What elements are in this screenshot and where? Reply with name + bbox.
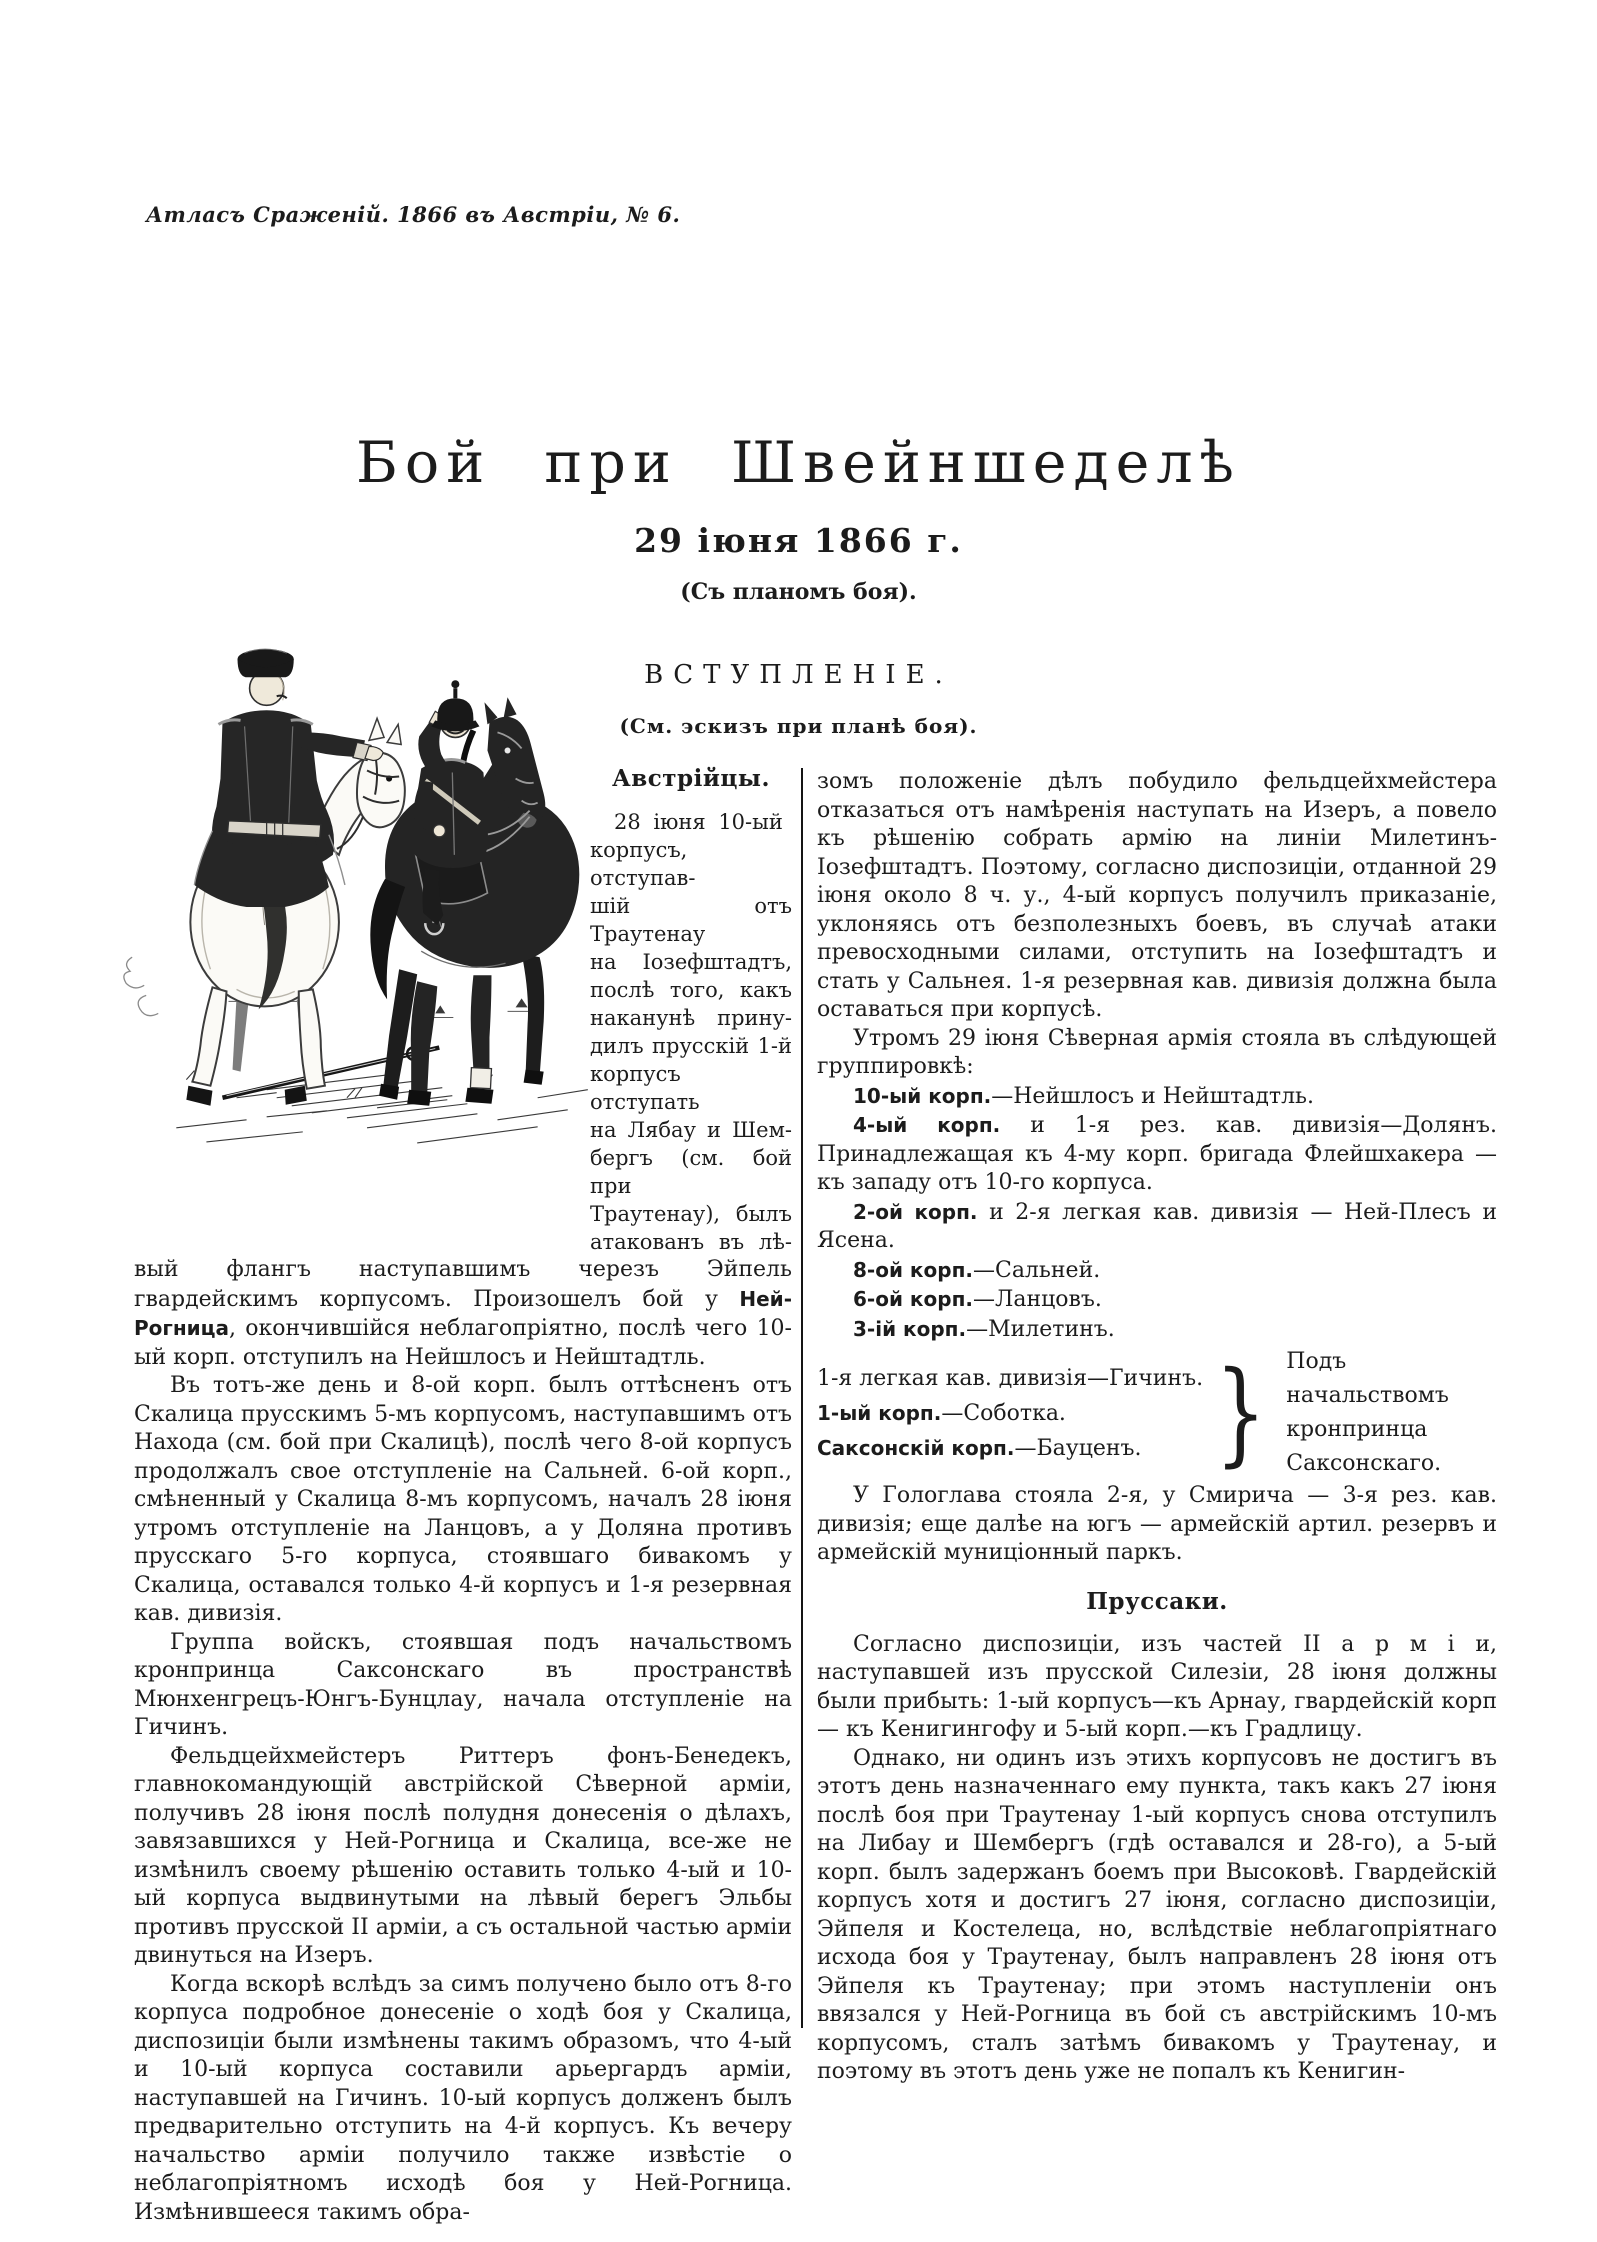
corps-location: —Ланцовъ.	[972, 1287, 1102, 1312]
right-column	[817, 768, 1497, 2087]
paragraph: зомъ положеніе дѣлъ побудило фельдцейхмейстера отказаться отъ намѣренія наступать на Изеръ, а повело къ рѣшенію собрать армію на линіи Милетинъ-Іозефштадтъ. Поэтому, согласно диспозиціи, отданной 29 іюня около 8 ч. у., 4-ый корпусъ получилъ приказаніе, уклоняясь отъ безполезныхъ боевъ, въ случаѣ атаки превосходными силами, отступить на Іозефштадтъ и стать у Сальнея. 1-я резервная кав. дивизія должна была оставаться при корпусѣ.	[817, 769, 1497, 1022]
narrow-text-line: послѣ того, какъ	[590, 978, 792, 1002]
section-note: (См. эскизъ при планѣ боя).	[619, 714, 978, 738]
section-heading: ВСТУПЛЕНІЕ.	[644, 660, 953, 690]
narrow-text-line: дилъ прусскій 1-й	[590, 1034, 792, 1058]
corps-label: 3-ій корп.	[853, 1316, 967, 1341]
command-note-line: Саксонскаго.	[1286, 1451, 1442, 1476]
paragraph: Фельдцейхмейстеръ Риттеръ фонъ-Бенедекъ, главнокомандующій австрійской Сѣверной арміи, получивъ 28 іюня послѣ полудня донесенія о дѣлахъ, завязавшихся у Ней-Рогница и Скалица, все-же не измѣнилъ своему рѣшенію оставить только 4-ый и 10-ый корпуса выдвинутыми на лѣвый берегъ Эльбы противъ прусской II арміи, а съ остальной частью арміи двинуться на Изеръ.	[134, 1743, 792, 1968]
narrow-text-line: наканунѣ прину-	[590, 1006, 792, 1030]
paragraph-text: , окончившійся неблагопріятно, послѣ чего 10-ый корп. отступилъ на Нейшлосъ и Нейштадтль.	[134, 1316, 792, 1370]
page-title: Бой при Швейншеделѣ	[356, 430, 1241, 496]
plan-note: (Съ планомъ боя).	[680, 579, 917, 605]
corps-location: —Бауценъ.	[1014, 1435, 1142, 1461]
austrians-block	[590, 765, 792, 1256]
corps-list-item	[817, 1082, 1497, 1112]
corps-label: 8-ой корп.	[853, 1257, 973, 1282]
corps-list-item	[817, 1198, 1497, 1256]
corps-location: и 2-я легкая кав. дивизія — Ней-Плесъ и Ясена.	[817, 1199, 1497, 1253]
saxon-command-group	[817, 1345, 1497, 1481]
corps-list-item	[817, 1361, 1205, 1396]
narrow-text-line: корпусъ, отступав-	[590, 838, 696, 890]
corps-location: 1-я легкая кав. дивизія—Гичинъ.	[817, 1365, 1204, 1391]
narrow-text-line: Траутенау), былъ	[590, 1202, 792, 1226]
austrians-heading: Австрійцы.	[612, 765, 770, 792]
corps-location: —Милетинъ.	[966, 1316, 1115, 1342]
corps-list-item	[817, 1396, 1205, 1431]
corps-list-item	[817, 1111, 1497, 1198]
corps-label: 2-ой корп.	[853, 1199, 978, 1224]
left-column	[134, 765, 792, 2227]
paragraph: Однако, ни одинъ изъ этихъ корпусовъ не достигъ въ этотъ день назначеннаго ему пункта, такъ какъ 27 іюня послѣ боя при Траутенау 1-ый корпусъ снова отступилъ на Либау и Шембергъ (гдѣ оставался и 28-го), а 5-ый корп. былъ задержанъ боемъ при Высоковѣ. Гвардейскій корпусъ хотя и достигъ 27 іюня, согласно диспозиціи, Эйпеля и Костелеца, но, вслѣдствіе неблагопріятнаго исхода боя у Траутенау, былъ направленъ 28 іюня отъ Эйпеля къ Траутенау; при этомъ наступленіи онъ ввязался у Ней-Рогница въ бой съ австрійскимъ 10-мъ корпусомъ, сталъ затѣмъ бивакомъ у Траутенау, и поэтому въ этотъ день уже не попалъ къ Кенигин-	[817, 1745, 1497, 2084]
corps-label: 1-ый корп.	[817, 1400, 942, 1425]
narrow-text-line: бергъ (см. бой при	[590, 1146, 792, 1198]
paragraph: Когда вскорѣ вслѣдъ за симъ получено было отъ 8-го корпуса подробное донесеніе о ходѣ боя у Скалица, диспозиціи были измѣнены такимъ образомъ, что 4-ый и 10-ый корпуса составили арьергардъ арміи, наступавшей на Гичинъ. 10-ый корпусъ долженъ былъ предварительно отступить на 4-й корпусъ. Къ вечеру начальство арміи получило также извѣстіе о неблагопріятномъ исходѣ боя у Ней-Рогница. Измѣнившееся такимъ обра-	[134, 1971, 792, 2225]
paragraph: Въ тотъ-же день и 8-ой корп. былъ оттѣсненъ отъ Скалица прусскимъ 5-мъ корпусомъ, наступавшимъ отъ Находа (см. бой при Скалицѣ), послѣ чего 8-ой корпусъ продолжалъ свое отступленіе на Сальней. 6-ой корп., смѣненный у Скалица 8-мъ корпусомъ, началъ 28 іюня утромъ отступленіе на Ланцовъ, а у Доляна противъ прусскаго 5-го корпуса, стоявшаго бивакомъ у Скалица, оставался только 4-й корпусъ и 1-я резервная кав. дивизія.	[134, 1373, 792, 1626]
narrow-text-line: на Іозефштадтъ,	[590, 950, 792, 974]
narrow-text-line: корпусъ отступать	[590, 1062, 700, 1114]
paragraph: Группа войскъ, стоявшая подъ начальствомъ кронпринца Саксонскаго въ пространствѣ Мюнхенгрецъ-Юнгъ-Бунцлау, начала отступленіе на Гичинъ.	[134, 1629, 792, 1740]
paragraph-text: вый флангъ наступавшимъ черезъ Эйпель гвардейскимъ корпусомъ. Произошелъ бой у	[134, 1257, 792, 1312]
paragraph: Согласно диспозиціи, изъ частей II а р м і и, наступавшей изъ прусской Силезіи, 28 іюня должны были прибыть: 1-ый корпусъ—къ Арнау, гвардейскій корп — къ Кенигингофу и 5-ый корп.—къ Градлицу.	[817, 1631, 1497, 1742]
command-note-line: Подъ начальствомъ	[1286, 1349, 1449, 1408]
grouped-corps-list	[817, 1361, 1205, 1466]
corps-list-item	[817, 1256, 1497, 1286]
command-note-line: кронпринца	[1286, 1417, 1428, 1442]
corps-label: 6-ой корп.	[853, 1287, 973, 1311]
corps-label: 4-ый корп.	[853, 1113, 1001, 1137]
paragraph: Утромъ 29 іюня Сѣверная армія стояла въ слѣдующей группировкѣ:	[817, 1025, 1497, 1079]
corps-list-item	[817, 1431, 1205, 1466]
narrow-text-line: шій отъ Траутенау	[590, 894, 792, 946]
narrow-text-line: на Лябау и Шем-	[590, 1118, 792, 1142]
place-name-bold: Ней-Рогница	[134, 1286, 792, 1340]
corps-location: —Сальней.	[972, 1257, 1101, 1283]
corps-label: 10-ый корп.	[853, 1083, 992, 1108]
narrow-text-line: атакованъ въ лѣ-	[590, 1230, 792, 1254]
corps-label: Саксонскій корп.	[817, 1435, 1015, 1460]
prussians-heading: Пруссаки.	[1086, 1587, 1228, 1615]
corps-location: и 1-я рез. кав. дивизія—Долянъ. Принадлежащая къ 4-му корп. бригада Флейшхакера — къ западу отъ 10-го корпуса.	[817, 1113, 1498, 1195]
corps-list-item	[817, 1315, 1497, 1345]
paragraph	[134, 1256, 792, 1372]
corps-location: —Соботка.	[941, 1400, 1066, 1426]
corps-list-item	[817, 1285, 1497, 1315]
curly-brace: }	[1214, 1348, 1267, 1478]
corps-location: —Нейшлосъ и Нейштадтль.	[991, 1083, 1315, 1109]
battle-date: 29 іюня 1866 г.	[634, 521, 963, 560]
narrow-text-line: 28 іюня 10-ый	[614, 810, 783, 834]
command-note	[1286, 1345, 1497, 1481]
paragraph: У Гологлава стояла 2-я, у Смирича — 3-я рез. кав. дивизія; еще далѣе на югъ — армейскій артил. резервъ и армейскій муниціонный паркъ.	[817, 1483, 1497, 1565]
running-head: Атласъ Сраженій. 1866 въ Австріи, № 6.	[146, 202, 681, 227]
column-divider	[801, 768, 803, 2028]
